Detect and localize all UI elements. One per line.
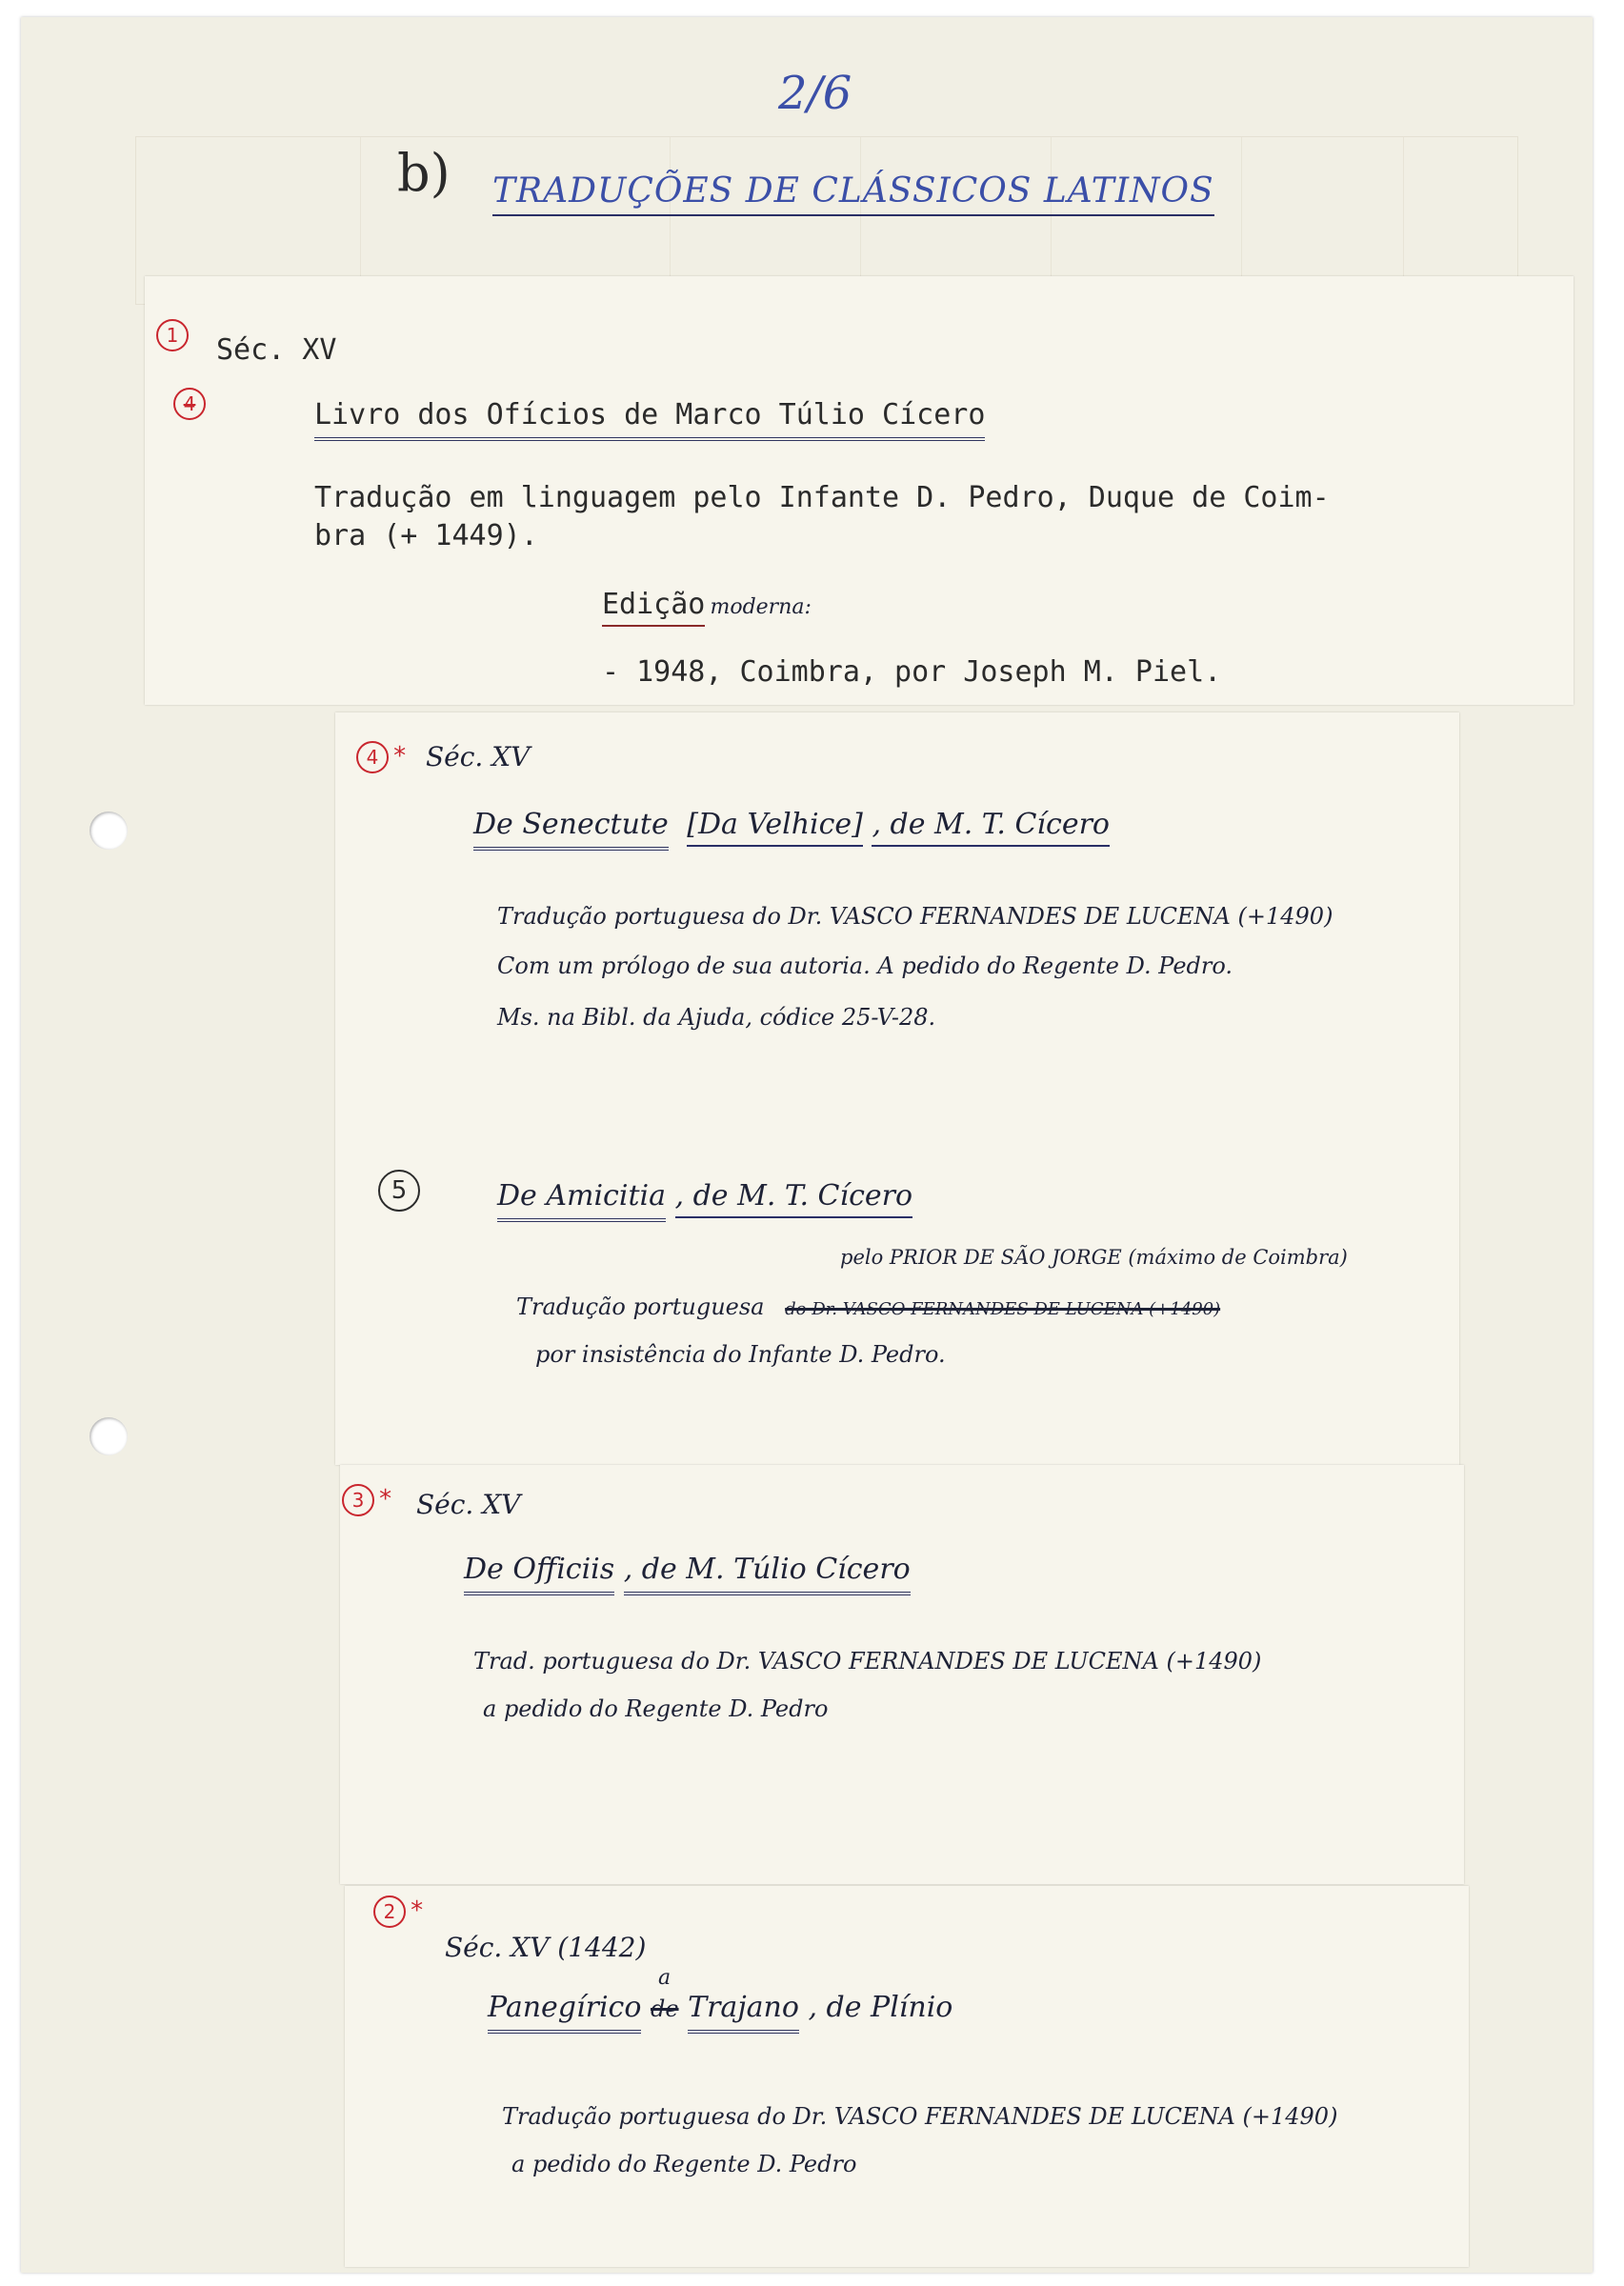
entry-mark-5: * xyxy=(411,1896,424,1925)
entry-desc-1-line1: Tradução em linguagem pelo Infante D. Pedro, Duque de Coim- xyxy=(314,481,1330,514)
entry-desc-4-line1: Trad. portuguesa do Dr. VASCO FERNANDES DE LUCENA (+1490) xyxy=(473,1648,1262,1674)
punch-hole-bottom xyxy=(90,1417,128,1455)
entry-desc-3-line1 xyxy=(516,1293,1220,1320)
entry-century-4: Séc. XV xyxy=(416,1489,521,1520)
page-number: 2/6 xyxy=(778,67,852,120)
entry-title-1: Livro dos Ofícios de Marco Túlio Cícero xyxy=(314,398,985,441)
punch-hole-top xyxy=(90,812,128,850)
title-main: De Senectute xyxy=(473,808,669,851)
title-insert: a xyxy=(657,1966,672,1990)
entry-card-4 xyxy=(345,1886,1469,2267)
entry-desc-2-line1: Tradução portuguesa do Dr. VASCO FERNANDES DE LUCENA (+1490) xyxy=(497,903,1333,930)
entry-desc-5-line1: Tradução portuguesa do Dr. VASCO FERNANDES DE LUCENA (+1490) xyxy=(502,2103,1338,2130)
entry-title-5 xyxy=(488,1966,953,2024)
entry-mark-2: * xyxy=(393,742,407,771)
edition-label: Edição xyxy=(602,588,705,627)
entry-number-1: 1 xyxy=(156,319,189,351)
desc-struck: do Dr. VASCO FERNANDES DE LUCENA (+1490) xyxy=(785,1299,1221,1319)
entry-desc-2-line2: Com um prólogo de sua autoria. A pedido do Regente D. Pedro. xyxy=(497,952,1233,979)
title-author: , de M. Túlio Cícero xyxy=(624,1553,911,1595)
entry-edition-1 xyxy=(602,588,812,621)
entry-mark-4: * xyxy=(379,1485,392,1514)
title-main: De Officiis xyxy=(464,1553,614,1595)
title-author: , de Plínio xyxy=(808,1991,953,2024)
title-rest: Trajano xyxy=(688,1991,799,2034)
entry-desc-1-line2: bra (+ 1449). xyxy=(314,519,538,552)
title-bracket: [Da Velhice] xyxy=(687,808,863,847)
entry-number-4: 3 xyxy=(342,1484,374,1516)
entry-desc-2-line3: Ms. na Bibl. da Ajuda, códice 25-V-28. xyxy=(497,1004,936,1031)
section-title: TRADUÇÕES DE CLÁSSICOS LATINOS xyxy=(492,171,1214,216)
entry-edition-item-1: - 1948, Coimbra, por Joseph M. Piel. xyxy=(602,655,1222,689)
entry-desc-4-line2: a pedido do Regente D. Pedro xyxy=(483,1695,829,1722)
entry-title-3 xyxy=(497,1179,912,1213)
document-page xyxy=(21,17,1593,2273)
entry-number-3: 5 xyxy=(378,1170,420,1212)
entry-title-4 xyxy=(464,1553,911,1586)
entry-number-2: 4 xyxy=(356,741,389,773)
section-letter: b) xyxy=(397,143,451,203)
title-author: , de M. T. Cícero xyxy=(872,808,1110,847)
entry-title-2 xyxy=(473,808,1110,841)
desc-start: Tradução portuguesa xyxy=(516,1293,765,1320)
entry-card-1 xyxy=(145,276,1574,705)
title-main: Panegírico xyxy=(488,1991,641,2034)
title-main: De Amicitia xyxy=(497,1179,666,1222)
entry-desc-3-line2: por insistência do Infante D. Pedro. xyxy=(535,1341,946,1368)
entry-insert-3: pelo PRIOR DE SÃO JORGE (máximo de Coimbra) xyxy=(840,1246,1348,1269)
entry-old-number-1: 4 xyxy=(173,388,206,420)
entry-century-2: Séc. XV xyxy=(426,741,531,772)
entry-number-5: 2 xyxy=(373,1895,406,1928)
title-author: , de M. T. Cícero xyxy=(675,1179,913,1218)
title-struck: de xyxy=(650,1995,679,2022)
edition-note: moderna: xyxy=(710,595,812,619)
entry-century-5: Séc. XV (1442) xyxy=(445,1932,647,1963)
entry-desc-5-line2: a pedido do Regente D. Pedro xyxy=(511,2151,857,2177)
entry-card-2 xyxy=(335,712,1459,1465)
entry-century-1: Séc. XV xyxy=(216,333,337,367)
entry-card-3 xyxy=(340,1465,1464,1884)
